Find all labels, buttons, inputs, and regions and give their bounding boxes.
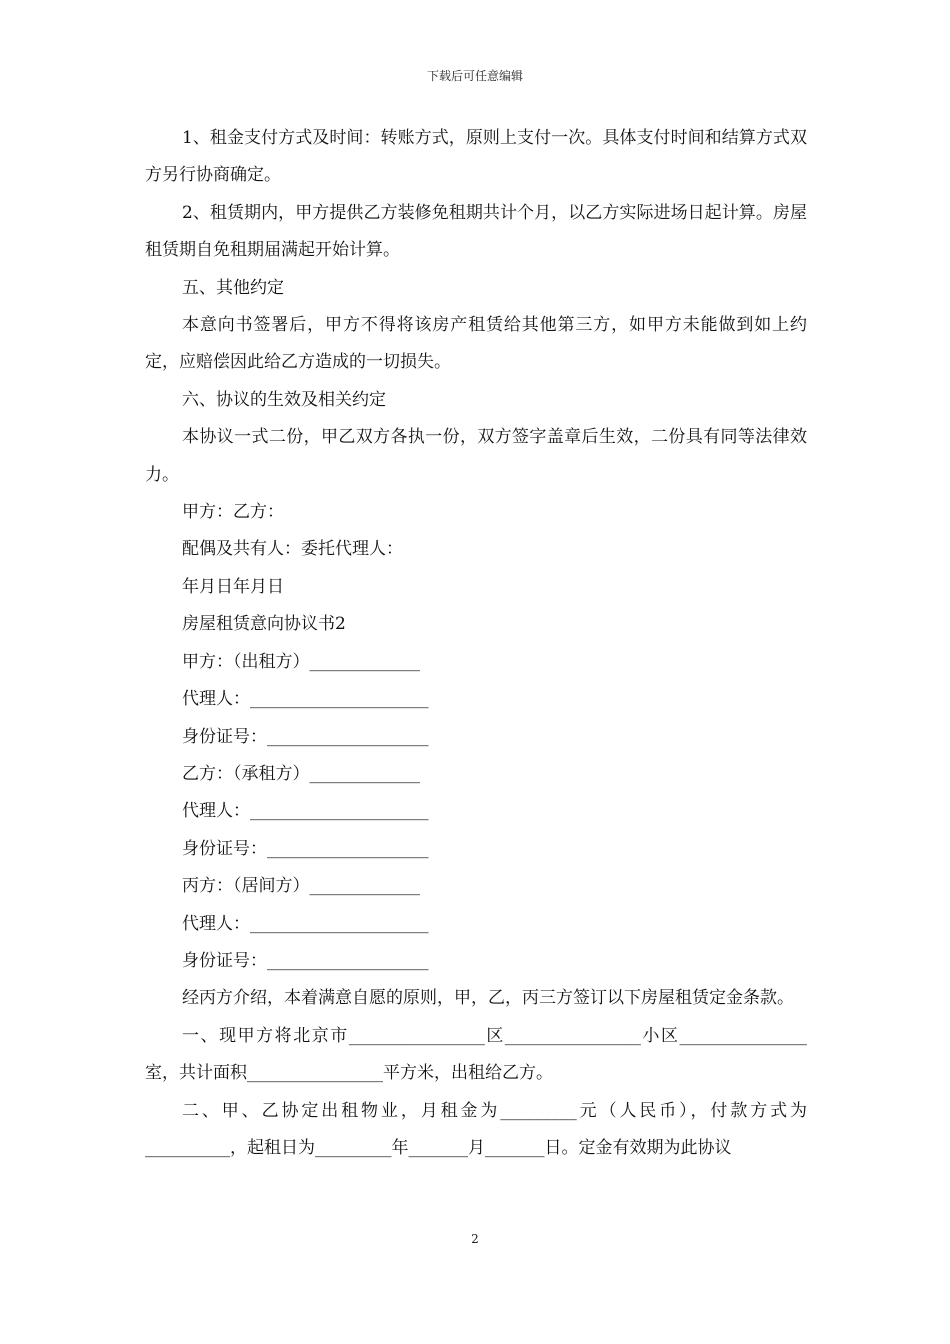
paragraph-copies: 本协议一式二份，甲乙双方各执一份，双方签字盖章后生效，二份具有同等法律效力。	[145, 427, 807, 485]
page-header-note: 下载后可任意编辑	[426, 69, 523, 83]
field-party-a-agent: 代理人：_____________________	[182, 689, 429, 710]
document-body	[145, 120, 807, 1167]
document-title-2: 房屋租赁意向协议书2	[182, 614, 346, 635]
signature-line-spouse-agent: 配偶及共有人：委托代理人：	[182, 539, 403, 560]
paragraph-exclusivity: 本意向书签署后，甲方不得将该房产租赁给其他第三方，如甲方未能做到如上约定，应赔偿因此给乙方造成的一切损失。	[145, 315, 807, 373]
field-party-b-id: 身份证号：___________________	[182, 838, 429, 859]
section-heading-effectiveness: 六、协议的生效及相关约定	[182, 389, 386, 410]
paragraph-introduction: 经丙方介绍，本着满意自愿的原则，甲，乙，丙三方签订以下房屋租赁定金条款。	[182, 988, 794, 1009]
field-party-b-lessee: 乙方：（承租方）_____________	[182, 763, 420, 784]
paragraph-clause-1-property: 一、现甲方将北京市________________区________________小区_______________室，共计面积________________平方米，出租给乙方。	[145, 1025, 807, 1084]
paragraph-payment-method: 1、租金支付方式及时间：转账方式，原则上支付一次。具体支付时间和结算方式双方另行协商确定。	[145, 128, 807, 186]
signature-line-dates: 年月日年月日	[182, 576, 284, 597]
section-heading-other-terms: 五、其他约定	[182, 277, 284, 298]
field-party-c-id: 身份证号：___________________	[182, 950, 429, 971]
signature-line-parties: 甲方：乙方：	[182, 502, 284, 523]
field-party-a-lessor: 甲方：（出租方）_____________	[182, 651, 420, 672]
page-number: 2	[471, 1232, 479, 1246]
paragraph-clause-2-rent: 二、甲、乙协定出租物业，月租金为_________元（人民币），付款方式为__________，起租日为_________年_______月_______日。定金有效期为此协议	[145, 1100, 807, 1158]
field-party-c-agent: 代理人：_____________________	[182, 913, 429, 934]
field-party-a-id: 身份证号：___________________	[182, 726, 429, 747]
field-party-b-agent: 代理人：_____________________	[182, 801, 429, 822]
paragraph-rent-free-period: 2、租赁期内，甲方提供乙方装修免租期共计个月，以乙方实际进场日起计算。房屋租赁期自免租期届满起开始计算。	[145, 202, 807, 261]
field-party-c-broker: 丙方：（居间方）_____________	[182, 876, 420, 897]
